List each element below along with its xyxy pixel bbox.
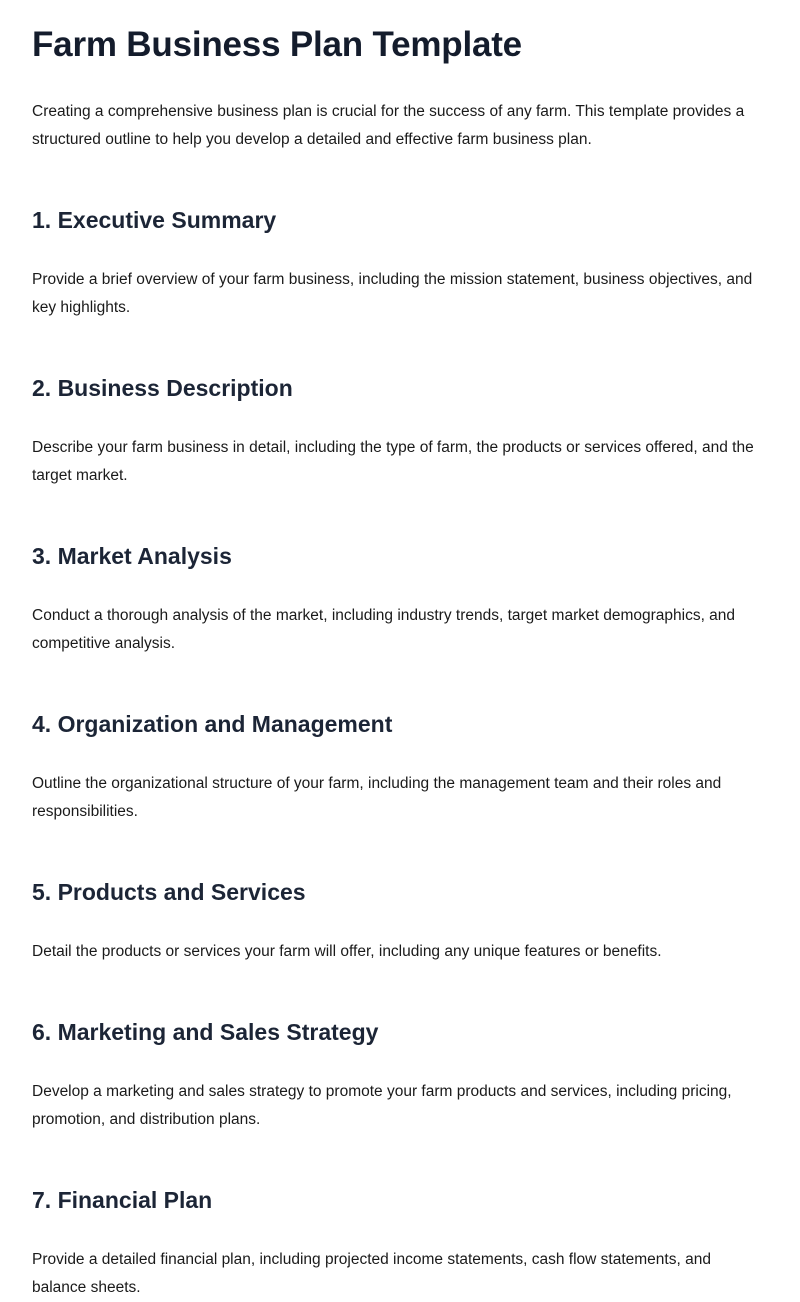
section-marketing-sales	[32, 1016, 768, 1134]
section-executive-summary	[32, 204, 768, 322]
section-heading: 7. Financial Plan	[32, 1187, 213, 1213]
section-body: Conduct a thorough analysis of the market, including industry trends, target market demographics, and competitive analysis.	[32, 607, 736, 652]
section-market-analysis	[32, 540, 768, 658]
section-business-description	[32, 372, 768, 490]
section-body: Detail the products or services your farm will offer, including any unique features or benefits.	[32, 943, 662, 960]
section-heading: 3. Market Analysis	[32, 543, 232, 569]
section-heading: 6. Marketing and Sales Strategy	[32, 1019, 379, 1045]
section-organization-management	[32, 708, 768, 826]
section-body: Outline the organizational structure of your farm, including the management team and their roles and responsibilities.	[32, 775, 722, 820]
section-heading: 5. Products and Services	[32, 879, 306, 905]
section-financial-plan	[32, 1184, 768, 1302]
page-title: Farm Business Plan Template	[32, 25, 522, 64]
section-heading: 1. Executive Summary	[32, 207, 277, 233]
section-heading: 4. Organization and Management	[32, 711, 393, 737]
intro-paragraph: Creating a comprehensive business plan is crucial for the success of any farm. This template provides a structured outline to help you develop a detailed and effective farm business plan.	[32, 103, 745, 148]
section-body: Provide a brief overview of your farm business, including the mission statement, business objectives, and key highlights.	[32, 271, 753, 316]
section-heading: 2. Business Description	[32, 375, 293, 401]
section-body: Describe your farm business in detail, including the type of farm, the products or services offered, and the target market.	[32, 439, 754, 484]
section-products-services	[32, 876, 768, 966]
section-body: Provide a detailed financial plan, including projected income statements, cash flow statements, and balance sheets.	[32, 1251, 711, 1296]
section-body: Develop a marketing and sales strategy to promote your farm products and services, including pricing, promotion, and distribution plans.	[32, 1083, 732, 1128]
